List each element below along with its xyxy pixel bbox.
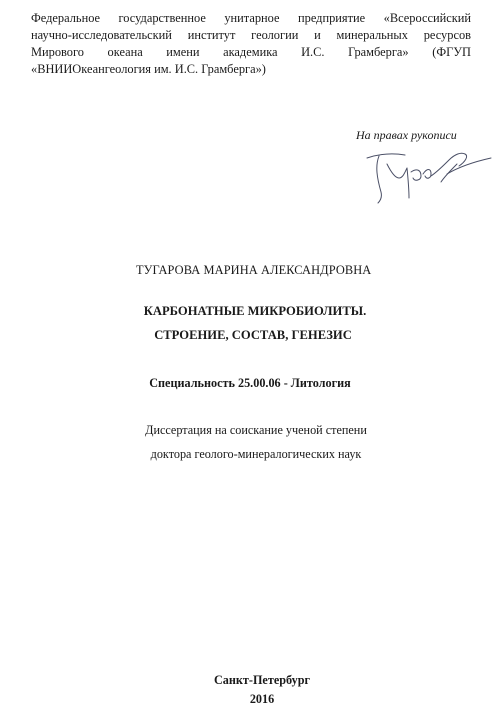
year: 2016	[249, 692, 275, 706]
organization-line: «ВНИИОкеангеология им. И.С. Грамберга»)	[31, 62, 266, 76]
author-name: ТУГАРОВА МАРИНА АЛЕКСАНДРОВНА	[136, 263, 372, 277]
degree-line: доктора геолого-минералогических наук	[150, 447, 362, 461]
dissertation-title-line: КАРБОНАТНЫЕ МИКРОБИОЛИТЫ.	[143, 304, 367, 318]
city: Санкт-Петербург	[213, 673, 311, 687]
specialty-line: Специальность 25.00.06 - Литология	[149, 376, 351, 390]
organization-line: Мирового океана имени академика И.С. Грамберга» (ФГУП	[31, 45, 471, 59]
dissertation-title-line: СТРОЕНИЕ, СОСТАВ, ГЕНЕЗИС	[154, 328, 352, 342]
organization-line: Федеральное государственное унитарное предприятие «Всероссийский	[31, 11, 471, 25]
organization-line: научно-исследовательский институт геологии и минеральных ресурсов	[31, 28, 471, 42]
degree-line: Диссертация на соискание ученой степени	[145, 423, 367, 437]
manuscript-rights-note: На правах рукописи	[356, 128, 457, 142]
organization-header	[31, 10, 471, 78]
signature-icon	[365, 148, 495, 208]
